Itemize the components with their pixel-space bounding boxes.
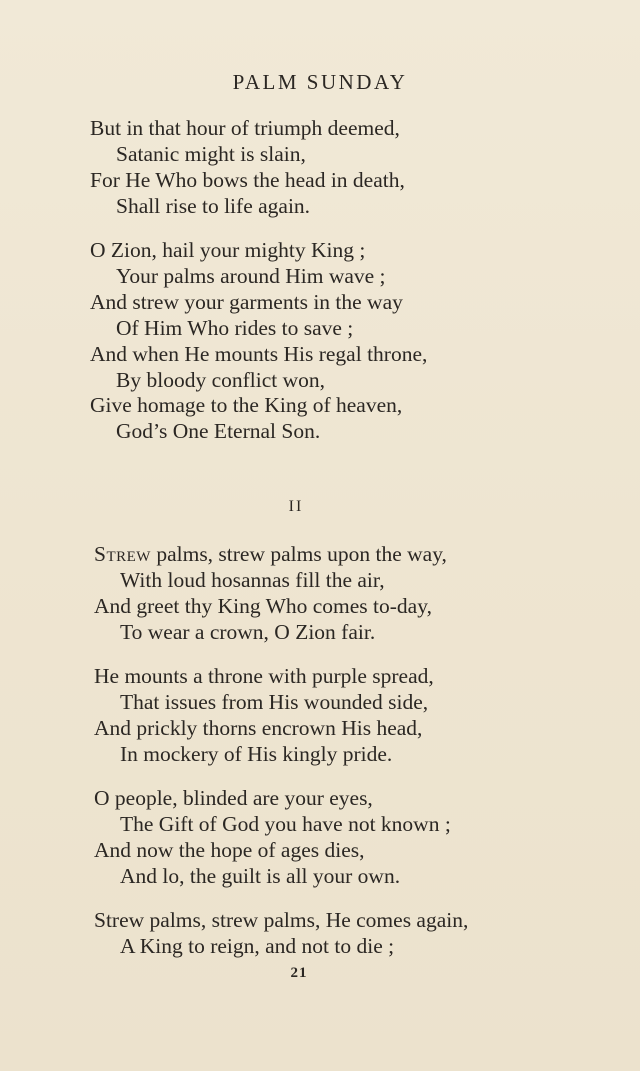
stanza-4: [94, 664, 614, 768]
poem-line: In mockery of His kingly pride.: [120, 741, 393, 766]
poem-line: A King to reign, and not to die ;: [120, 933, 395, 958]
poem-line: The Gift of God you have not known ;: [120, 811, 451, 836]
poem-line: And greet thy King Who comes to-day,: [94, 593, 432, 618]
poem-line: He mounts a throne with purple spread,: [94, 664, 434, 688]
section-number: II: [288, 498, 304, 515]
stanza-1: [90, 116, 610, 220]
poem-line: Your palms around Him wave ;: [116, 263, 386, 288]
poem-line: And now the hope of ages dies,: [94, 837, 365, 862]
running-head: PALM SUNDAY: [232, 70, 408, 94]
poem-line-first: [94, 542, 614, 568]
poem-line: Give homage to the King of heaven,: [90, 393, 403, 418]
stanza-5: [94, 786, 614, 890]
stanza-6: [94, 908, 614, 960]
poem-line: Satanic might is slain,: [116, 141, 306, 166]
poem-line: And prickly thorns encrown His head,: [94, 715, 423, 740]
poem-line: And strew your garments in the way: [90, 289, 403, 314]
poem-line: By bloody conflict won,: [116, 367, 326, 392]
stanza-2: [90, 238, 610, 445]
poem-line: And lo, the guilt is all your own.: [120, 863, 401, 888]
poem-line: Strew palms, strew palms, He comes again,: [94, 908, 469, 932]
first-line-rest: palms, strew palms upon the way,: [150, 542, 447, 566]
poem-line: O Zion, hail your mighty King ;: [90, 238, 366, 262]
poem-line: For He Who bows the head in death,: [90, 167, 405, 192]
poem-line: O people, blinded are your eyes,: [94, 786, 373, 810]
poem-line: Shall rise to life again.: [116, 193, 311, 218]
poem-line: To wear a crown, O Zion fair.: [120, 619, 376, 644]
stanza-3: [94, 542, 614, 646]
poem-line: And when He mounts His regal throne,: [90, 341, 428, 366]
poem-line: But in that hour of triumph deemed,: [90, 116, 400, 140]
poem-line: That issues from His wounded side,: [120, 689, 429, 714]
poem-line: Of Him Who rides to save ;: [116, 315, 354, 340]
poem-line: With loud hosannas fill the air,: [120, 567, 385, 592]
poem-line: God’s One Eternal Son.: [116, 419, 321, 444]
page-number: 21: [290, 965, 308, 981]
drop-word: Strew: [94, 542, 151, 566]
